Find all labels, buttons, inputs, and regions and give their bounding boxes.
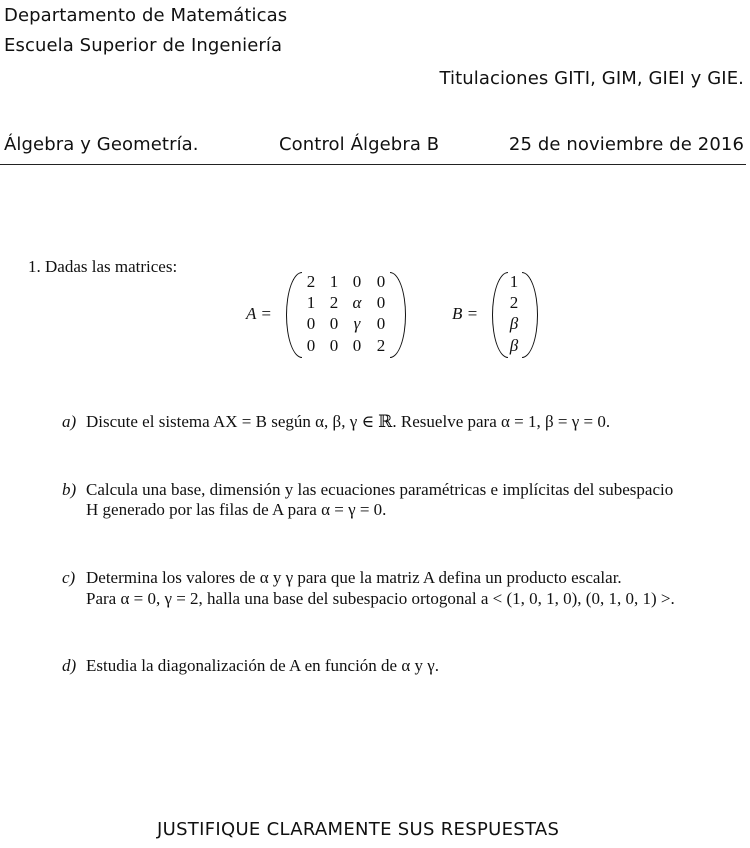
matrix-a-cell: 2	[376, 336, 386, 355]
part-d-text: Estudia la diagonalización de A en función de α y γ.	[86, 656, 440, 675]
matrix-a-right-paren	[390, 272, 406, 358]
part-c-label: c)	[62, 568, 76, 587]
problem-intro-text: Dadas las matrices:	[45, 257, 178, 276]
matrix-a-cell: 0	[329, 336, 339, 355]
part-a-label: a)	[62, 412, 77, 431]
matrix-a-cell: 0	[376, 314, 386, 333]
exam-date: 25 de noviembre de 2016	[508, 134, 744, 155]
part-b-text-line2: H generado por las filas de A para α = γ = 0.	[86, 500, 387, 519]
matrix-a-cell: 1	[329, 272, 339, 291]
matrix-a-cell: 0	[352, 272, 362, 291]
school-name: Escuela Superior de Ingeniería	[4, 35, 283, 56]
exam-title: Control Álgebra B	[279, 134, 440, 155]
matrix-a-cell: 0	[376, 293, 386, 312]
degree-programs: Titulaciones GITI, GIM, GIEI y GIE.	[439, 68, 744, 89]
part-a-text: Discute el sistema AX = B según α, β, γ ∈ ℝ. Resuelve para α = 1, β = γ = 0.	[86, 412, 611, 431]
matrix-a-cell: 1	[306, 293, 316, 312]
part-b-text-line1: Calcula una base, dimensión y las ecuaciones paramétricas e implícitas del subespacio	[86, 480, 674, 499]
matrix-a-label: A =	[246, 304, 272, 323]
matrix-a-cell: 0	[306, 336, 316, 355]
part-d-label: d)	[62, 656, 77, 675]
matrix-a-cell: α	[352, 293, 362, 312]
matrix-a-cell: γ	[353, 314, 361, 333]
problem-number: 1.	[28, 257, 41, 276]
matrix-a-cell: 2	[306, 272, 316, 291]
problem-intro	[28, 257, 177, 277]
matrix-a-cell: 0	[376, 272, 386, 291]
part-c-text-line1: Determina los valores de α y γ para que la matriz A defina un producto escalar.	[86, 568, 622, 587]
matrix-b-cell: 2	[509, 293, 519, 312]
matrix-b-cell: β	[509, 314, 519, 333]
matrix-b-label: B =	[452, 304, 479, 323]
course-name: Álgebra y Geometría.	[4, 134, 199, 155]
matrix-a-cell: 0	[329, 314, 339, 333]
footer-instruction: JUSTIFIQUE CLARAMENTE SUS RESPUESTAS	[157, 819, 560, 840]
matrix-a-cell: 0	[306, 314, 316, 333]
matrix-b-cell: 1	[509, 272, 519, 291]
matrix-a-cell: 0	[352, 336, 362, 355]
part-c-text-line2: Para α = 0, γ = 2, halla una base del subespacio ortogonal a < (1, 0, 1, 0), (0, 1, 0, 1) >.	[86, 589, 675, 608]
header-divider	[0, 164, 746, 165]
department-name: Departamento de Matemáticas	[4, 5, 288, 26]
matrix-b-cell: β	[509, 336, 519, 355]
part-b-label: b)	[62, 480, 77, 499]
matrix-a-cell: 2	[329, 293, 339, 312]
